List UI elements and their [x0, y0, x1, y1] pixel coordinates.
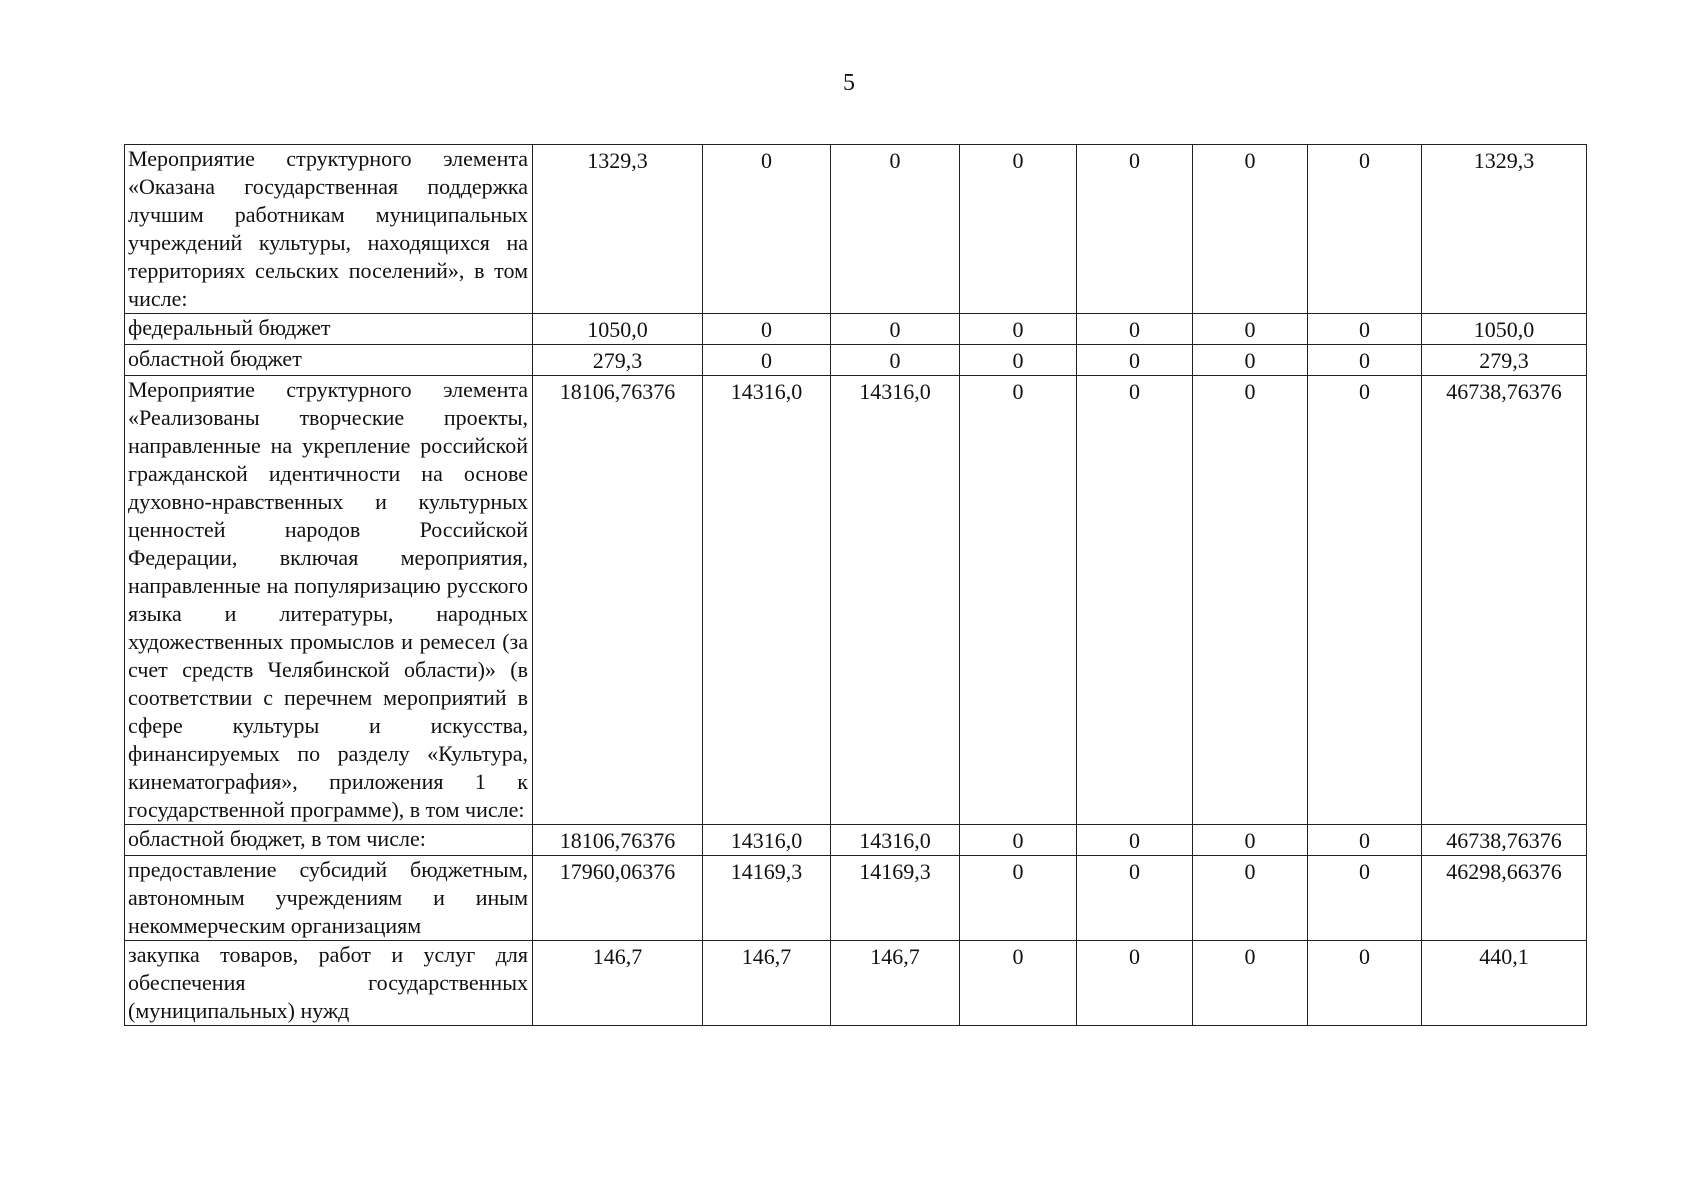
value-cell: 0 [1193, 345, 1308, 376]
value-cell: 0 [703, 314, 831, 345]
value-cell: 146,7 [831, 941, 960, 1026]
value-cell: 0 [1193, 825, 1308, 856]
row-total-cell: 46738,76376 [1422, 825, 1587, 856]
table-row [125, 314, 1587, 345]
value-cell: 18106,76376 [533, 825, 703, 856]
row-total-cell: 1050,0 [1422, 314, 1587, 345]
value-cell: 14316,0 [703, 376, 831, 825]
value-cell: 0 [960, 856, 1077, 941]
value-cell: 0 [960, 941, 1077, 1026]
value-cell: 0 [960, 825, 1077, 856]
value-cell: 279,3 [533, 345, 703, 376]
row-total-cell: 46738,76376 [1422, 376, 1587, 825]
row-description: предоставление субсидий бюджетным, автономным учреждениям и иным некоммерческим организациям [125, 856, 533, 941]
row-description: федеральный бюджет [125, 314, 533, 345]
table-row [125, 145, 1587, 314]
value-cell: 0 [960, 145, 1077, 314]
value-cell: 0 [1193, 941, 1308, 1026]
value-cell: 17960,06376 [533, 856, 703, 941]
value-cell: 0 [1308, 145, 1422, 314]
value-cell: 14316,0 [703, 825, 831, 856]
value-cell: 0 [1308, 825, 1422, 856]
table-row [125, 856, 1587, 941]
value-cell: 0 [1308, 941, 1422, 1026]
value-cell: 14316,0 [831, 825, 960, 856]
value-cell: 0 [1077, 314, 1193, 345]
value-cell: 0 [1193, 145, 1308, 314]
value-cell: 0 [1077, 145, 1193, 314]
row-description: областной бюджет [125, 345, 533, 376]
value-cell: 146,7 [703, 941, 831, 1026]
value-cell: 14169,3 [703, 856, 831, 941]
row-total-cell: 440,1 [1422, 941, 1587, 1026]
value-cell: 14169,3 [831, 856, 960, 941]
value-cell: 146,7 [533, 941, 703, 1026]
value-cell: 0 [1193, 376, 1308, 825]
value-cell: 0 [1077, 941, 1193, 1026]
row-description: Мероприятие структурного элемента «Оказана государственная поддержка лучшим работникам муниципальных учреждений культуры, находящихся на территориях сельских поселений», в том числе: [125, 145, 533, 314]
value-cell: 0 [703, 345, 831, 376]
budget-table [124, 144, 1587, 1026]
row-description: Мероприятие структурного элемента «Реализованы творческие проекты, направленные на укрепление российской гражданской идентичности на основе духовно-нравственных и культурных ценностей народов Российской Федерации, включая мероприятия, направленные на популяризацию русского языка и литературы, народных художественных промыслов и ремесел (за счет средств Челябинской области)» (в соответствии с перечнем мероприятий в сфере культуры и искусства, финансируемых по разделу «Культура, кинематография», приложения 1 к государственной программе), в том числе: [125, 376, 533, 825]
value-cell: 0 [703, 145, 831, 314]
row-total-cell: 46298,66376 [1422, 856, 1587, 941]
table-row [125, 825, 1587, 856]
row-description: областной бюджет, в том числе: [125, 825, 533, 856]
row-total-cell: 1329,3 [1422, 145, 1587, 314]
row-total-cell: 279,3 [1422, 345, 1587, 376]
value-cell: 18106,76376 [533, 376, 703, 825]
value-cell: 0 [1308, 314, 1422, 345]
value-cell: 0 [1193, 856, 1308, 941]
table-row [125, 376, 1587, 825]
value-cell: 0 [960, 376, 1077, 825]
value-cell: 1050,0 [533, 314, 703, 345]
value-cell: 0 [1077, 856, 1193, 941]
value-cell: 0 [1308, 856, 1422, 941]
page-number: 5 [843, 70, 855, 96]
row-description: закупка товаров, работ и услуг для обеспечения государственных (муниципальных) нужд [125, 941, 533, 1026]
value-cell: 0 [1308, 345, 1422, 376]
value-cell: 0 [831, 345, 960, 376]
table-row [125, 941, 1587, 1026]
value-cell: 0 [1077, 345, 1193, 376]
table-body [125, 145, 1587, 1026]
value-cell: 0 [1308, 376, 1422, 825]
value-cell: 0 [831, 314, 960, 345]
value-cell: 0 [1193, 314, 1308, 345]
value-cell: 0 [1077, 376, 1193, 825]
table-row [125, 345, 1587, 376]
value-cell: 0 [960, 314, 1077, 345]
value-cell: 14316,0 [831, 376, 960, 825]
value-cell: 1329,3 [533, 145, 703, 314]
value-cell: 0 [1077, 825, 1193, 856]
value-cell: 0 [960, 345, 1077, 376]
value-cell: 0 [831, 145, 960, 314]
